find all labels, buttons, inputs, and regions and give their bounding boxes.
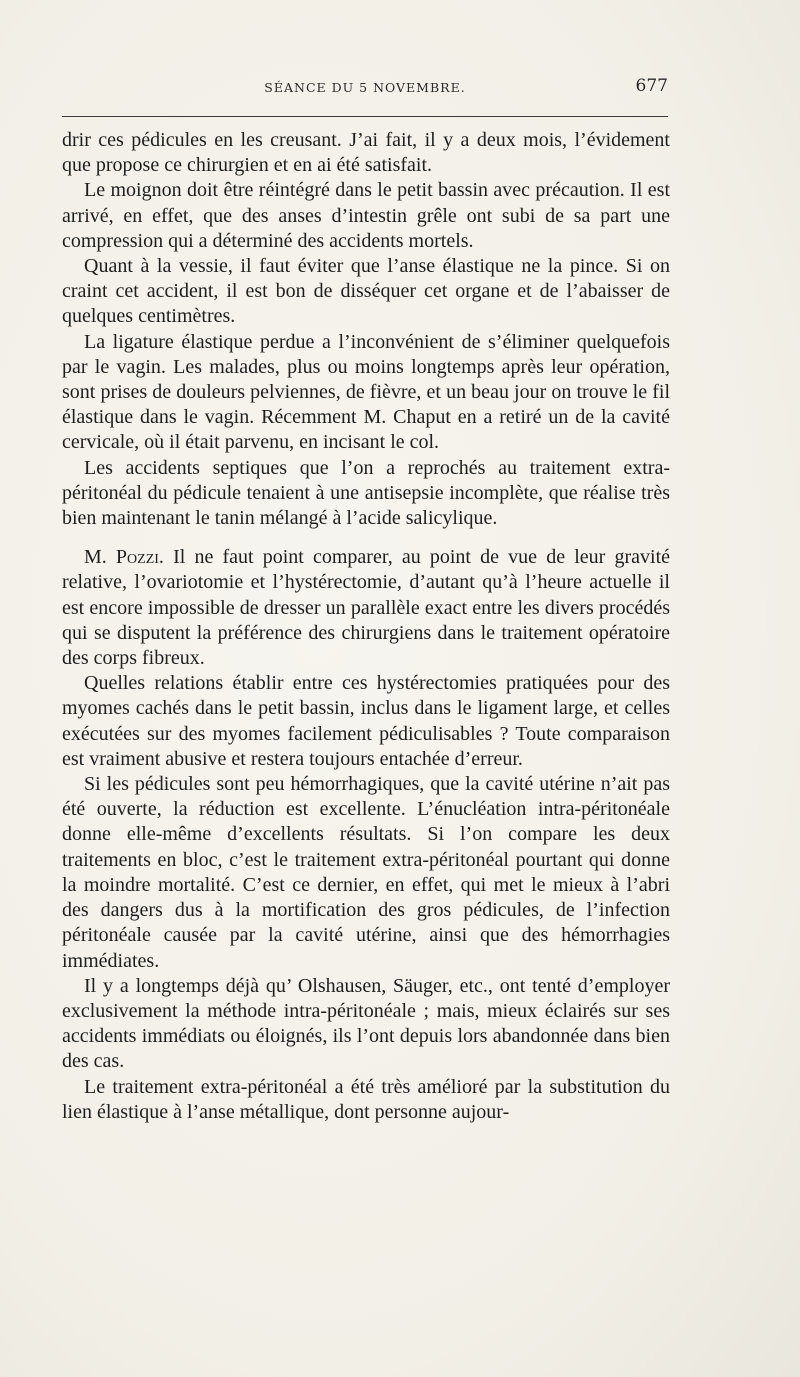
page-number: 677 xyxy=(635,76,668,96)
paragraph: La ligature élastique perdue a l’inconvénient de s’éliminer quelquefois par le vagin. Les malades, plus ou moins longtemps après leur opération, sont prises de douleurs pelviennes, de fièvre, et un beau jour on trouve le fil élastique dans le vagin. Récemment M. Chaput en a retiré un de la cavité cervicale, où il était parvenu, en incisant le col. xyxy=(62,330,670,454)
running-title: SÉANCE DU 5 NOVEMBRE. xyxy=(264,80,466,95)
paragraph-pozzi xyxy=(62,545,670,671)
paragraph: Le moignon doit être réintégré dans le petit bassin avec précaution. Il est arrivé, en effet, que des anses d’intestin grêle ont subi de sa part une compression qui a déterminé des accidents mortels. xyxy=(62,179,670,252)
speaker-name: M. Pozzi. xyxy=(84,546,164,569)
paragraph: Les accidents septiques que l’on a reprochés au traitement extra-péritonéal du pédicule tenaient à une antisepsie incomplète, que réalise très bien maintenant le tanin mélangé à l’acide salicylique. xyxy=(62,456,670,530)
paragraph: Quelles relations établir entre ces hystérectomies pratiquées pour des myomes cachés dans le petit bassin, inclus dans le ligament large, et celles exécutées sur des myomes facilement pédiculisables ? Toute comparaison est vraiment abusive et restera toujours entachée d’erreur. xyxy=(62,672,670,770)
paragraph: Quant à la vessie, il faut éviter que l’anse élastique ne la pince. Si on craint cet accident, il est bon de disséquer cet organe et de l’abaisser de quelques centimètres. xyxy=(62,255,670,328)
body-text xyxy=(62,128,670,1125)
paragraph: Le traitement extra-péritonéal a été très amélioré par la substitution du lien élastique à l’anse métallique, dont personne aujour- xyxy=(62,1075,670,1123)
header-rule xyxy=(62,116,668,117)
paragraph: Si les pédicules sont peu hémorrhagiques, que la cavité utérine n’ait pas été ouverte, la réduction est excellente. L’énucléation intra-péritonéale donne elle-même d’excellents résultats. Si l’on compare les deux traitements en bloc, c’est le traitement extra-péritonéal pourtant qui donne la moindre mortalité. C’est ce dernier, en effet, qui met le mieux à l’abri des dangers dus à la mortification des gros pédicules, de l’infection péritonéale causée par la cavité utérine, ainsi que des hémorrhagies immédiates. xyxy=(62,773,670,972)
paragraph: Il y a longtemps déjà qu’ Olshausen, Säuger, etc., ont tenté d’employer exclusivement la méthode intra-péritonéale ; mais, mieux éclairés sur ses accidents immédiats ou éloignés, ils l’ont depuis lors abandonnée dans bien des cas. xyxy=(62,974,670,1073)
page-header xyxy=(62,76,668,106)
paragraph: drir ces pédicules en les creusant. J’ai fait, il y a deux mois, l’évidement que propose ce chirurgien et en ai été satisfait. xyxy=(62,129,670,177)
paragraph-text: Il ne faut point comparer, au point de vue de leur gravité relative, l’ovariotomie et l’hystérectomie, d’autant qu’à l’heure actuelle il est encore impossible de dresser un parallèle exact entre les divers procédés qui se disputent la préférence des chirurgiens dans le traitement opératoire des corps fibreux. xyxy=(62,546,670,670)
